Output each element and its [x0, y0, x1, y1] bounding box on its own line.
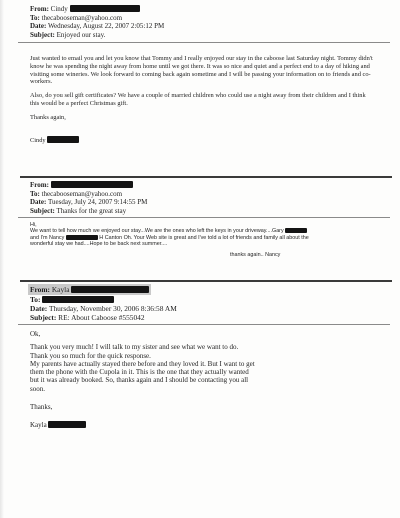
email3-header-divider: [18, 324, 390, 325]
email3-date-value: Thursday, November 30, 2006 8:36:58 AM: [48, 304, 177, 313]
email1-subject-value: Enjoyed our stay.: [56, 30, 106, 39]
email2-date-label: Date:: [30, 198, 47, 206]
email3-to-row: [30, 295, 177, 304]
email1-date-row: [30, 22, 164, 31]
email3-header: [30, 284, 177, 322]
email1-subject-label: Subject:: [30, 30, 55, 39]
email1-to-value: thecabooseman@yahoo.com: [41, 13, 123, 22]
email1-signature: Cindy: [30, 136, 46, 144]
email2-body-line-1-text: We want to tell how much we enjoyed our stay...We are the ones who left the keys in your driveway....Gary: [30, 228, 284, 235]
email3-signature-redaction: [48, 421, 86, 428]
email1-body: [30, 55, 375, 144]
email-separator-1: [20, 176, 392, 178]
email2-body-line-3: wonderful stay we had....Hope to be back next summer....: [30, 241, 168, 248]
email1-header-divider: [18, 42, 390, 43]
email3-signature-row: [30, 421, 255, 429]
email1-date-value: Wednesday, August 22, 2007 2:05:12 PM: [47, 22, 165, 30]
email1-paragraph-2: Also, do you sell gift certificates? We have a couple of married children who could use a night away from their children and I think this would be a perfect Christmas gift.: [30, 92, 366, 107]
email1-from-name: Cindy: [50, 5, 68, 13]
email3-paragraph-2: My parents have actually stayed there before and they loved it. But I want to get them the phone with the Cupola in it. This is the one that they actually wanted but it was already booked. So, thanks again and I should be contacting you all soon.: [30, 359, 255, 393]
email2-subject-row: [30, 207, 147, 216]
email2-to-label: To:: [30, 189, 40, 198]
email2-to-value: thecabooseman@yahoo.com: [41, 189, 123, 198]
email3-date-label: Date:: [30, 304, 48, 313]
email3-from-highlight: [28, 284, 151, 295]
email3-to-redaction: [42, 296, 114, 303]
email2-subject-value: Thanks for the great stay: [56, 206, 127, 215]
email1-from-redaction: [70, 5, 140, 12]
email3-greeting: Ok,: [30, 330, 41, 338]
email1-signature-redaction: [47, 136, 79, 143]
email3-from-row: [30, 284, 177, 295]
email1-to-row: [30, 14, 164, 23]
email2-header: [30, 181, 147, 215]
email3-body: [30, 330, 255, 430]
email3-to-label: To:: [30, 295, 41, 304]
email3-date-row: [30, 304, 177, 313]
email1-paragraph-1: Just wanted to email you and let you know that Tommy and I really enjoyed our stay in the caboose last Saturday night. Tommy didn't know he was spending the night away from home until we got there. It was so nice and quiet and a perfect end to a day of hiking and visiting some wineries. We look forward to coming back again sometime and I will be passing your information on to friends and co-workers.: [30, 55, 373, 86]
email2-from-label: From:: [30, 181, 49, 189]
scan-edge-shadow: [0, 0, 4, 518]
email2-body: [30, 222, 375, 258]
email3-subject-row: [30, 313, 177, 322]
email1-paragraph-3: Thanks again,: [30, 113, 66, 121]
email2-body-line-2a: and I'm Nancy: [30, 234, 65, 241]
email1-header: [30, 5, 164, 39]
email3-from-redaction: [71, 286, 149, 293]
email2-city-redaction: [66, 235, 98, 240]
email2-date-row: [30, 198, 147, 207]
email3-signature: Kayla: [30, 421, 47, 430]
email2-header-divider: [18, 217, 390, 218]
email3-paragraph-3: Thanks,: [30, 403, 53, 412]
email2-lastname-redaction: [285, 228, 307, 233]
email2-body-line-2b: H Canton Oh. Your Web site is great and I've told a lot of friends and family all about the: [99, 234, 309, 241]
email1-to-label: To:: [30, 13, 40, 22]
email1-subject-row: [30, 31, 164, 40]
email1-signature-row: [30, 136, 375, 145]
email2-to-row: [30, 190, 147, 199]
email2-subject-label: Subject:: [30, 206, 55, 215]
email1-from-label: From:: [30, 5, 49, 13]
email1-from-row: [30, 5, 164, 14]
email-separator-2: [20, 280, 392, 282]
email2-from-row: [30, 181, 147, 190]
email2-signoff: thanks again.. Nancy: [230, 251, 281, 258]
email3-subject-label: Subject:: [30, 313, 57, 322]
email3-subject-value: RE: About Caboose #555042: [58, 313, 145, 322]
email3-from-name: Kayla: [51, 285, 70, 294]
email2-greeting: Hi,: [30, 222, 37, 228]
email2-date-value: Tuesday, July 24, 2007 9:14:55 PM: [47, 198, 148, 206]
email3-paragraph-1: Thank you very much! I will talk to my sister and see what we want to do. Thank you so much for the quick response.: [30, 343, 239, 360]
email1-date-label: Date:: [30, 22, 47, 30]
email3-from-label: From:: [30, 285, 50, 294]
email2-from-redaction: [51, 181, 133, 188]
